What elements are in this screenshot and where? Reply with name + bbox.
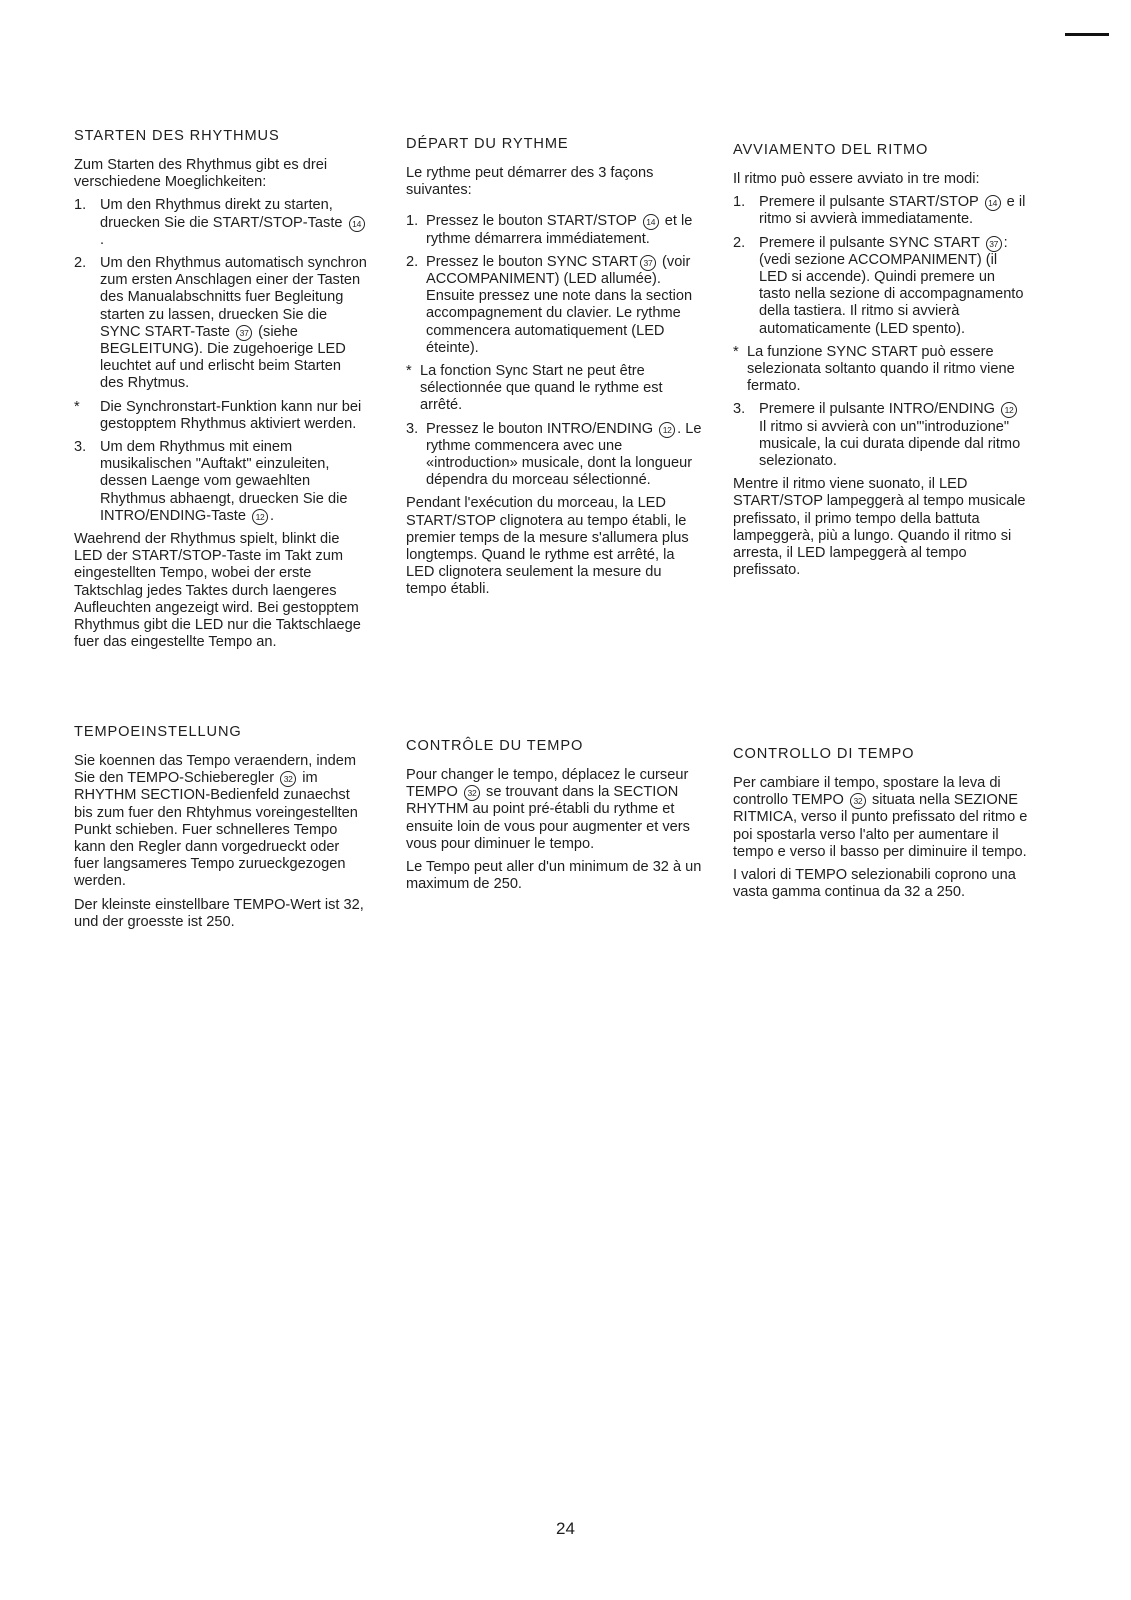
control-ref-14: 14 xyxy=(985,195,1001,211)
french-intro: Le rythme peut démarrer des 3 façons suivantes: xyxy=(406,165,654,199)
step-text-end: : (vedi sezione ACCOMPANIMENT) (il LED si accende). Quindi premere un tasto nella sezione di accompagnamento della tastiera. Il ritmo si avvierà automaticamente (LED spento). xyxy=(759,234,1024,337)
italian-rhythm-start-heading: AVVIAMENTO DEL RITMO xyxy=(733,142,929,158)
step-text-end: (voir ACCOMPANIMENT) (LED allumée). Ensuite pressez une note dans la section accompagnement du clavier. Le rythme commencera automatiquement (LED éteinte). xyxy=(426,253,693,356)
italian-tempo-range: I valori di TEMPO selezionabili coprono una vasta gamma continua da 32 a 250. xyxy=(733,867,1016,901)
step-text: Um den Rhythmus direkt zu starten, druecken Sie die START/STOP-Taste xyxy=(100,197,343,231)
tempo-text-end: se trouvant dans la SECTION RHYTHM au point pré-établi du rythme et ensuite loin de vous pour augmenter et vers vous pour diminuer le tempo. xyxy=(406,784,690,852)
step-text: Premere il pulsante SYNC START xyxy=(759,234,980,251)
italian-step-1 xyxy=(733,194,1029,228)
step-number: 1. xyxy=(733,194,746,211)
step-text: Um dem Rhythmus mit einem musikalischen "Auftakt" einzuleiten, dessen Laenge vom gewaehlten Rhythmus abhaengt, druecken Sie die INTRO/ENDING-Taste xyxy=(100,439,348,524)
step-number: 2. xyxy=(74,255,87,272)
tempo-text-end: im RHYTHM SECTION-Bedienfeld zunaechst bis zum fuer den Rhtyhmus voreingestellten Punkt schieben. Fuer schnelleres Tempo kann den Regler dann vorgedrueckt oder fuer langsameres Tempo zurueckgezogen werden. xyxy=(74,770,358,890)
tempo-text: Sie koennen das Tempo veraendern, indem Sie den TEMPO-Schieberegler xyxy=(74,753,357,787)
tempo-text-end: situata nella SEZIONE RITMICA, verso il punto prefissato del ritmo e poi spostarla verso l'alto per aumentare il tempo e verso il basso per diminuire il tempo. xyxy=(733,792,1028,860)
step-number: 3. xyxy=(74,439,87,456)
note-bullet: * xyxy=(406,363,412,380)
control-ref-12: 12 xyxy=(1001,402,1017,418)
step-number: 1. xyxy=(74,197,87,214)
italian-tempo-instructions xyxy=(733,775,1029,861)
french-step-1 xyxy=(406,213,702,247)
step-text: Premere il pulsante INTRO/ENDING xyxy=(759,401,995,418)
french-rhythm-start-section xyxy=(406,136,702,605)
step-number: 1. xyxy=(406,213,419,230)
german-intro: Zum Starten des Rhythmus gibt es drei verschiedene Moeglichkeiten: xyxy=(74,157,328,191)
note-text: La funzione SYNC START può essere selezionata soltanto quando il ritmo viene fermato. xyxy=(747,343,1015,395)
step-text-end: Il ritmo si avvierà con un'"introduzione" musicale, la cui durata dipende dal ritmo selezionato. xyxy=(759,418,1021,470)
step-text: Pressez le bouton INTRO/ENDING xyxy=(426,420,654,437)
control-ref-14: 14 xyxy=(643,214,659,230)
control-ref-37: 37 xyxy=(640,255,656,271)
control-ref-32: 32 xyxy=(850,793,866,809)
french-tempo-section xyxy=(406,738,702,899)
german-sync-note xyxy=(74,399,368,433)
french-tempo-instructions xyxy=(406,767,702,853)
step-text-end: . xyxy=(100,231,105,248)
note-text: Die Synchronstart-Funktion kann nur bei gestopptem Rhythmus aktiviert werden. xyxy=(100,398,362,432)
french-tempo-heading: CONTRÔLE DU TEMPO xyxy=(406,738,584,754)
german-rhythm-start-heading: STARTEN DES RHYTHMUS xyxy=(74,128,280,144)
step-text-end: e il ritmo si avvierà immediatamente. xyxy=(759,194,1026,228)
german-tempo-section xyxy=(74,724,368,937)
italian-tempo-section xyxy=(733,746,1029,907)
step-text-end: . Le rythme commencera avec une «introduction» musicale, dont la longueur dépendra du morceau sélectionné. xyxy=(426,420,702,489)
control-ref-12: 12 xyxy=(659,422,675,438)
tempo-text: Pour changer le tempo, déplacez le curseur TEMPO xyxy=(406,767,689,801)
french-step-2 xyxy=(406,254,702,357)
page-edge-mark xyxy=(1065,33,1109,36)
control-ref-37: 37 xyxy=(236,325,252,341)
german-tempo-heading: TEMPOEINSTELLUNG xyxy=(74,724,242,740)
step-text-end: . xyxy=(270,507,275,524)
italian-led-description: Mentre il ritmo viene suonato, il LED START/STOP lampeggerà al tempo musicale prefissato, il primo tempo della battuta lampeggerà, più a lungo. Quando il ritmo si arresta, il LED lampeggerà al tempo prefissato. xyxy=(733,476,1026,579)
note-bullet: * xyxy=(733,343,739,360)
french-step-3 xyxy=(406,421,702,490)
control-ref-37: 37 xyxy=(986,236,1002,252)
step-text: Um den Rhythmus automatisch synchron zum ersten Anschlagen einer der Tasten des Manualabschnitts fuer Begleitung starten zu lassen, druecken Sie die SYNC START-Taste xyxy=(100,255,367,340)
german-step-3 xyxy=(74,439,368,525)
step-number: 3. xyxy=(406,420,419,437)
step-text-end: (siehe BEGLEITUNG). Die zugehoerige LED leuchtet auf und erlischt beim Starten des Rhytmus. xyxy=(100,323,346,392)
german-tempo-instructions xyxy=(74,753,368,891)
page-number: 24 xyxy=(556,1519,575,1538)
french-sync-note xyxy=(406,363,702,415)
step-number: 2. xyxy=(733,234,746,251)
italian-rhythm-start-section xyxy=(733,142,1029,585)
italian-step-2 xyxy=(733,235,1029,338)
control-ref-32: 32 xyxy=(280,771,296,787)
step-text: Pressez le bouton SYNC START xyxy=(426,253,638,270)
italian-sync-note xyxy=(733,344,1029,396)
note-bullet: * xyxy=(74,398,80,415)
step-number: 3. xyxy=(733,401,746,418)
italian-intro: Il ritmo può essere avviato in tre modi: xyxy=(733,171,980,187)
french-tempo-range: Le Tempo peut aller d'un minimum de 32 à un maximum de 250. xyxy=(406,859,702,893)
french-rhythm-start-heading: DÉPART DU RYTHME xyxy=(406,136,569,152)
german-led-description: Waehrend der Rhythmus spielt, blinkt die LED der START/STOP-Taste im Takt zum eingestellten Tempo, wobei der erste Taktschlag jedes Taktes durch laengeres Aufleuchten angezeigt wird. Bei gestopptem Rhythmus gibt die LED nur die Taktschlaege fuer das eingestellte Tempo an. xyxy=(74,531,361,651)
german-step-2 xyxy=(74,255,368,393)
step-text: Premere il pulsante START/STOP xyxy=(759,194,979,211)
german-step-1 xyxy=(74,197,368,249)
german-tempo-range: Der kleinste einstellbare TEMPO-Wert ist 32, und der groesste ist 250. xyxy=(74,896,364,930)
control-ref-12: 12 xyxy=(252,509,268,525)
step-text: Pressez le bouton START/STOP xyxy=(426,213,637,230)
control-ref-32: 32 xyxy=(464,785,480,801)
step-text-end: et le rythme démarrera immédiatement. xyxy=(426,213,693,247)
control-ref-14: 14 xyxy=(349,216,365,232)
french-led-description: Pendant l'exécution du morceau, la LED START/STOP clignotera au tempo établi, le premier temps de la mesure s'allumera plus longtemps. Quand le rythme est arrêté, la LED clignotera seulement la mesure du tempo établi. xyxy=(406,495,689,598)
note-text: La fonction Sync Start ne peut être sélectionnée que quand le rythme est arrêté. xyxy=(420,363,663,414)
german-rhythm-start-section xyxy=(74,128,368,657)
italian-tempo-heading: CONTROLLO DI TEMPO xyxy=(733,746,915,762)
italian-step-3 xyxy=(733,401,1029,470)
tempo-text: Per cambiare il tempo, spostare la leva di controllo TEMPO xyxy=(733,775,1001,809)
step-number: 2. xyxy=(406,253,419,270)
